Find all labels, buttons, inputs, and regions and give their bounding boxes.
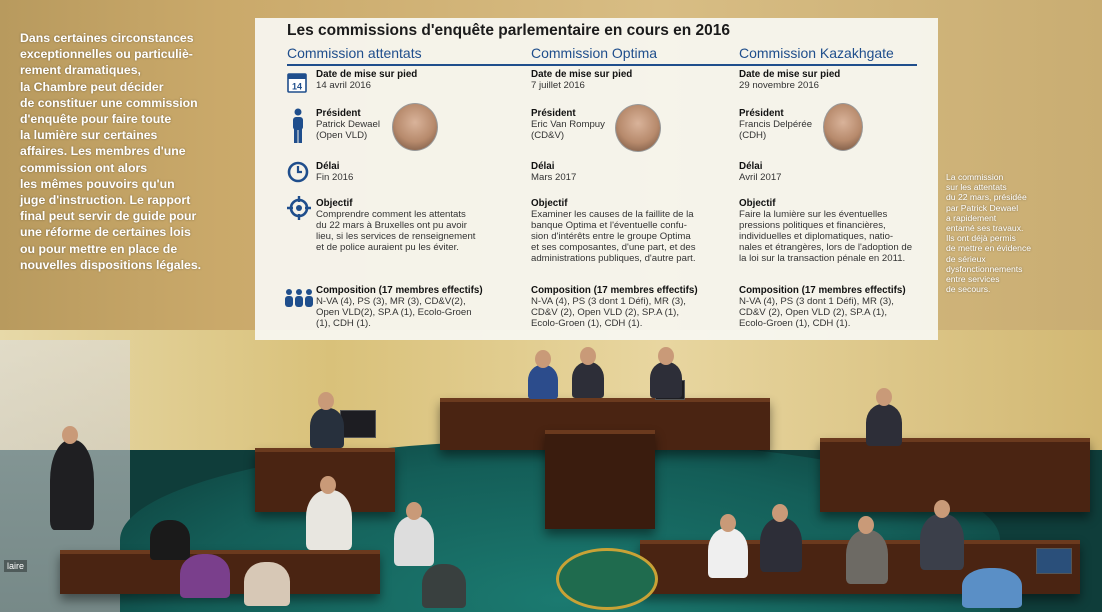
president-party: (Open VLD) xyxy=(316,130,368,141)
date-label: Date de mise sur pied xyxy=(531,69,633,80)
caption-line: La commission xyxy=(946,172,1004,182)
composition-line: N-VA (4), PS (3 dont 1 Défi), MR (3), xyxy=(531,296,686,307)
person xyxy=(180,554,230,598)
person-head xyxy=(720,514,736,532)
caption-line: de secours. xyxy=(946,284,991,295)
president-name: Patrick Dewael xyxy=(316,119,380,130)
composition-section xyxy=(316,285,526,329)
person-head xyxy=(320,476,336,494)
person-head xyxy=(580,347,596,365)
delai-section xyxy=(316,161,353,183)
delai-label: Délai xyxy=(316,161,340,172)
objectif-line: banque Optima et l'éventuelle confu- xyxy=(531,220,687,231)
intro-line: d'enquête pour faire toute xyxy=(20,112,172,127)
objectif-label: Objectif xyxy=(739,198,776,209)
intro-line: une réforme de certaines lois xyxy=(20,225,191,240)
objectif-line: administrations publiques, d'autre part. xyxy=(531,253,696,264)
intro-line: final peut servir de guide pour xyxy=(20,209,197,224)
person xyxy=(306,490,352,550)
person-head xyxy=(318,392,334,410)
person xyxy=(422,564,466,608)
caption-line: a rapidement xyxy=(946,212,997,223)
caption-line: de sérieux xyxy=(946,253,986,264)
delai-value: Fin 2016 xyxy=(316,172,354,183)
composition-section xyxy=(739,285,934,329)
person-head xyxy=(658,347,674,365)
clock-icon xyxy=(287,161,309,183)
caption-line: dysfonctionnements xyxy=(946,263,1023,274)
caption-line: sur les attentats xyxy=(946,182,1007,193)
person xyxy=(394,516,434,566)
composition-line: Ecolo-Groen (1), CDH (1). xyxy=(739,318,851,329)
person xyxy=(528,365,558,399)
person-head xyxy=(535,350,551,368)
president-section xyxy=(316,108,380,141)
date-section xyxy=(739,69,840,91)
composition-label: Composition (17 membres effectifs) xyxy=(531,285,698,296)
president-photo xyxy=(392,103,438,151)
title-rule xyxy=(287,64,917,66)
chamber-photo xyxy=(0,330,1102,612)
objectif-line: sion d'intérêts entre le groupe Optima xyxy=(531,231,691,242)
monitor xyxy=(1036,548,1072,574)
caption-line: du 22 mars, présidée xyxy=(946,192,1027,203)
composition-line: CD&V (2), Open VLD (2), SP.A (1), xyxy=(531,307,680,318)
person-head xyxy=(406,502,422,520)
person xyxy=(572,362,604,398)
intro-line: Dans certaines circonstances xyxy=(20,31,194,45)
panel-title: Les commissions d'enquête parlementaire en cours en 2016 xyxy=(287,22,731,39)
person-head xyxy=(772,504,788,522)
intro-line: exceptionnelles ou particuliè- xyxy=(20,47,193,62)
delai-section xyxy=(739,161,782,183)
objectif-line: du 22 mars à Bruxelles ont pu avoir xyxy=(316,220,467,231)
date-value: 7 juillet 2016 xyxy=(531,80,585,91)
date-section xyxy=(316,69,417,91)
composition-label: Composition (17 membres effectifs) xyxy=(739,285,906,296)
date-value: 14 avril 2016 xyxy=(316,80,371,91)
person-head xyxy=(934,500,950,518)
president-label: Président xyxy=(739,108,784,119)
caption-line: par Patrick Dewael xyxy=(946,202,1019,213)
person-icon xyxy=(291,108,305,144)
intro-line: ou pour mettre en place de xyxy=(20,241,178,256)
objectif-line: Comprendre comment les attentats xyxy=(316,209,466,220)
chamber-emblem xyxy=(556,548,658,610)
delai-section xyxy=(531,161,576,183)
president-section xyxy=(739,108,812,141)
date-section xyxy=(531,69,632,91)
objectif-label: Objectif xyxy=(531,198,568,209)
photo-label: laire xyxy=(4,560,27,572)
commission-name: Commission attentats xyxy=(287,45,422,61)
person xyxy=(650,362,682,398)
photo-caption xyxy=(946,172,1056,294)
date-label: Date de mise sur pied xyxy=(739,69,841,80)
president-section xyxy=(531,108,605,141)
target-icon xyxy=(287,196,311,220)
commission-name: Commission Optima xyxy=(531,45,658,61)
date-value: 29 novembre 2016 xyxy=(739,80,820,91)
composition-line: Open VLD(2), SP.A (1), Ecolo-Groen xyxy=(316,307,472,318)
intro-line: de constituer une commission xyxy=(20,95,198,110)
calendar-day: 14 xyxy=(291,81,303,92)
objectif-label: Objectif xyxy=(316,198,353,209)
person xyxy=(846,530,888,584)
objectif-line: la loi sur la transaction pénale en 2011. xyxy=(739,253,906,264)
person-head xyxy=(876,388,892,406)
president-party: (CDH) xyxy=(739,130,767,141)
person-head xyxy=(62,426,78,444)
objectif-line: pressions politiques et financières, xyxy=(739,220,886,231)
president-photo xyxy=(823,103,863,151)
delai-value: Avril 2017 xyxy=(739,172,782,183)
intro-line: nouvelles dispositions légales. xyxy=(20,257,202,272)
objectif-line: individuelles et diplomatiques, natio- xyxy=(739,231,894,242)
delai-label: Délai xyxy=(739,161,763,172)
intro-line: les mêmes pouvoirs qu'un xyxy=(20,176,175,191)
person xyxy=(310,408,344,448)
intro-line: la lumière sur certaines xyxy=(20,128,158,143)
group-icon xyxy=(283,288,315,308)
desk-right xyxy=(820,438,1090,512)
objectif-section xyxy=(316,198,516,253)
intro-line: la Chambre peut décider xyxy=(20,79,164,94)
intro-line: juge d'instruction. Le rapport xyxy=(20,193,191,208)
camera-operator xyxy=(50,440,94,530)
composition-label: Composition (17 membres effectifs) xyxy=(316,285,483,296)
intro-line: commission ont alors xyxy=(20,160,148,175)
date-label: Date de mise sur pied xyxy=(316,69,418,80)
calendar-icon xyxy=(287,71,307,93)
composition-section xyxy=(531,285,731,329)
person xyxy=(962,568,1022,608)
president-name: Eric Van Rompuy xyxy=(531,119,605,130)
objectif-section xyxy=(739,198,934,264)
caption-line: Ils ont déjà permis xyxy=(946,233,1016,244)
objectif-line: nales et étrangères, lors de l'adoption de xyxy=(739,242,913,253)
composition-line: (1), CDH (1). xyxy=(316,318,371,329)
caption-line: de mettre en évidence xyxy=(946,243,1032,254)
composition-line: Ecolo-Groen (1), CDH (1). xyxy=(531,318,643,329)
caption-line: entre services xyxy=(946,274,1000,285)
objectif-line: et de police auraient pu les éviter. xyxy=(316,242,459,253)
delai-label: Délai xyxy=(531,161,555,172)
composition-line: CD&V (2), Open VLD (2), SP.A (1), xyxy=(739,307,888,318)
composition-line: N-VA (4), PS (3), MR (3), CD&V(2), xyxy=(316,296,466,307)
intro-text xyxy=(20,30,216,273)
objectif-line: et ses composantes, d'une part, et des xyxy=(531,242,696,253)
desk-middle xyxy=(545,430,655,529)
objectif-line: Examiner les causes de la faillite de la xyxy=(531,209,694,220)
monitor xyxy=(340,410,376,438)
objectif-line: lieu, si les services de renseignement xyxy=(316,231,476,242)
person xyxy=(760,518,802,572)
president-photo xyxy=(615,104,661,152)
intro-line: affaires. Les membres d'une xyxy=(20,144,186,159)
intro-line: rement dramatiques, xyxy=(20,63,141,78)
person xyxy=(244,562,290,606)
delai-value: Mars 2017 xyxy=(531,172,577,183)
objectif-line: Faire la lumière sur les éventuelles xyxy=(739,209,888,220)
president-party: (CD&V) xyxy=(531,130,565,141)
commission-name: Commission Kazakhgate xyxy=(739,45,894,61)
person xyxy=(866,404,902,446)
person xyxy=(708,528,748,578)
caption-line: entamé ses travaux. xyxy=(946,223,1024,234)
president-label: Président xyxy=(316,108,361,119)
camera-operator xyxy=(150,520,190,560)
president-label: Président xyxy=(531,108,576,119)
president-name: Francis Delpérée xyxy=(739,119,813,130)
objectif-section xyxy=(531,198,731,264)
person xyxy=(920,514,964,570)
person-head xyxy=(858,516,874,534)
composition-line: N-VA (4), PS (3 dont 1 Défi), MR (3), xyxy=(739,296,894,307)
